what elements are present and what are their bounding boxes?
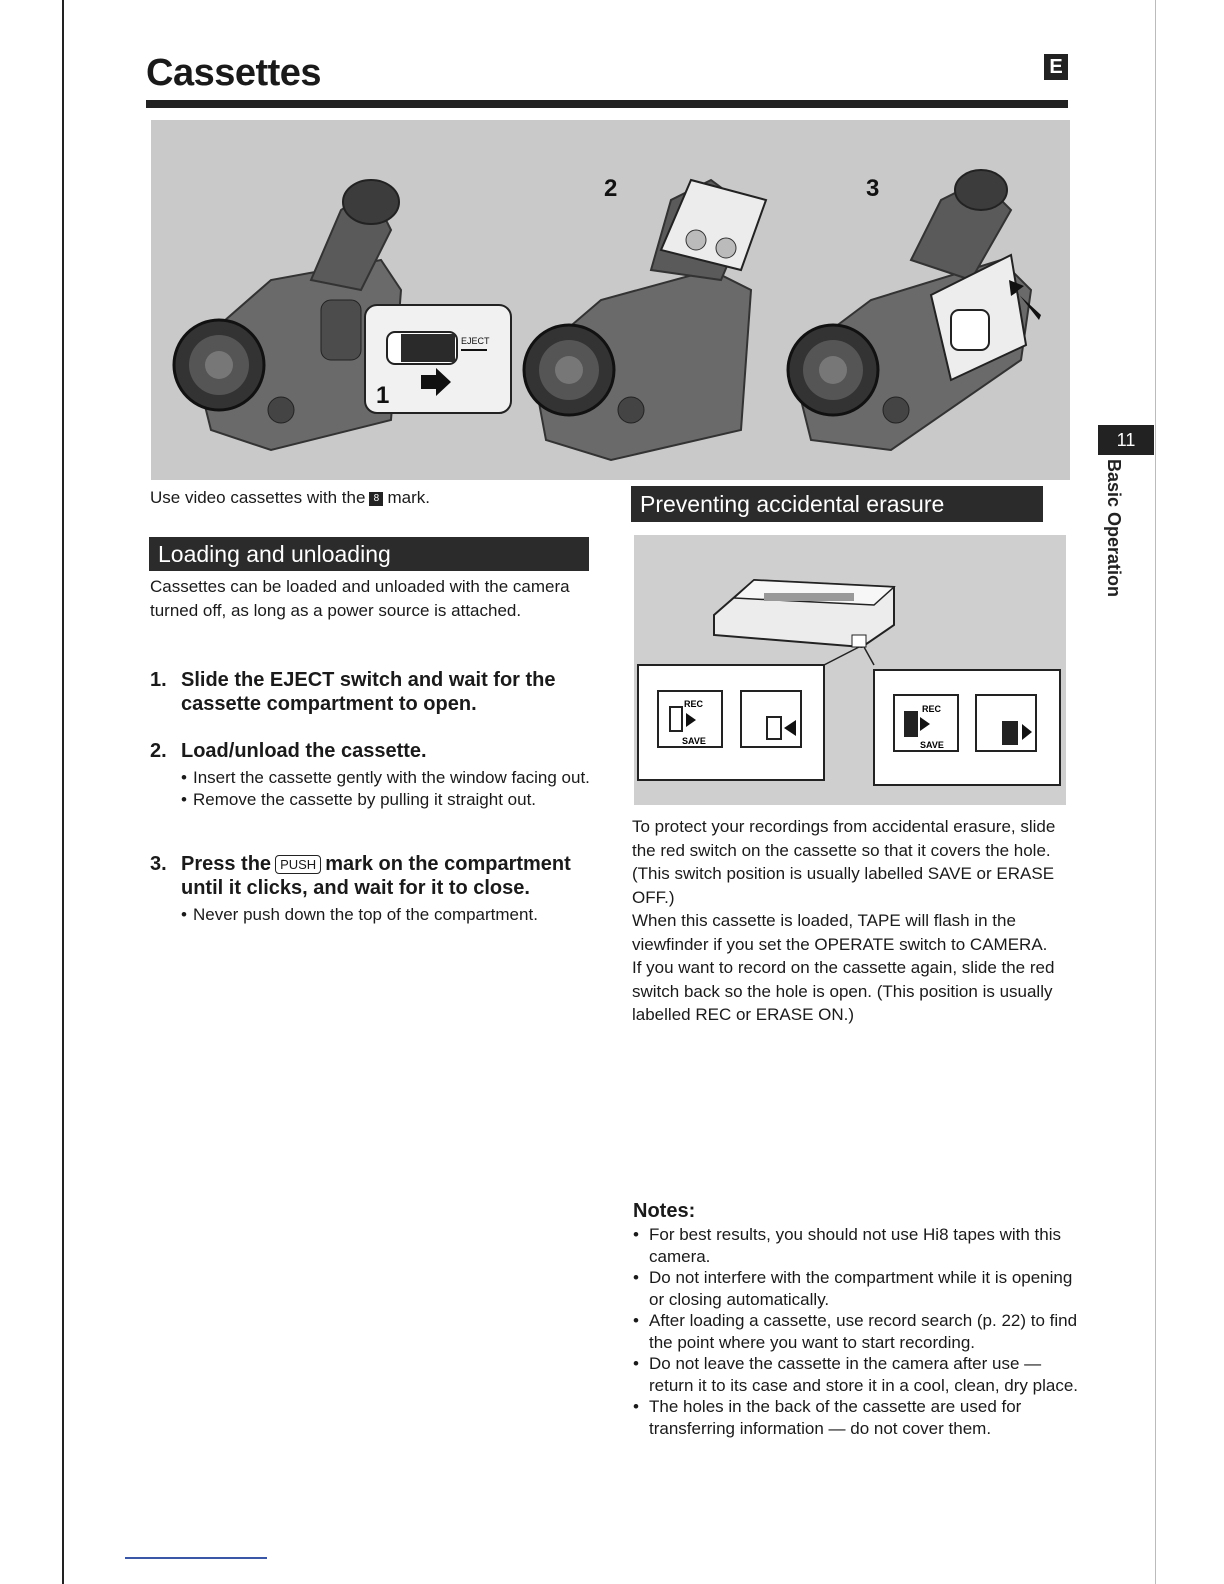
bottom-underline	[125, 1557, 267, 1559]
notes-list	[633, 1224, 1083, 1439]
step-3	[150, 852, 590, 926]
step-2-bullet: • Remove the cassette by pulling it straight out.	[181, 789, 590, 811]
erasure-paragraph: If you want to record on the cassette again, slide the red switch back so the hole is open. (This position is usually labelled REC or ERASE ON.)	[632, 958, 1055, 1024]
loading-intro: Cassettes can be loaded and unloaded with the camera turned off, as long as a power source is attached.	[150, 577, 570, 620]
step-3-number: 3.	[150, 853, 167, 875]
language-badge: E	[1044, 54, 1068, 80]
right-margin-rule	[1155, 0, 1156, 1584]
video-mark-icon: 8	[369, 492, 383, 506]
note-item: • Do not interfere with the compartment while it is opening or closing automatically.	[633, 1267, 1083, 1310]
notes-title: Notes:	[633, 1200, 696, 1222]
page-title: Cassettes	[146, 52, 322, 94]
step-1	[150, 668, 590, 716]
camcorder-illustration	[151, 120, 1070, 480]
push-key: PUSH	[275, 855, 321, 874]
use-line-before: Use video cassettes with the	[150, 488, 366, 507]
note-item: • For best results, you should not use Hi8 tapes with this camera.	[633, 1224, 1083, 1267]
step-2-bullet: • Insert the cassette gently with the window facing out.	[181, 767, 590, 789]
use-line-after: mark.	[387, 488, 430, 507]
camcorder-drawing	[151, 120, 1070, 480]
step-number-1: 1	[376, 382, 390, 409]
note-item: • The holes in the back of the cassette are used for transferring information — do not cover them.	[633, 1396, 1083, 1439]
save-label-right: SAVE	[920, 740, 944, 750]
note-item: • After loading a cassette, use record search (p. 22) to find the point where you want to start recording.	[633, 1310, 1083, 1353]
erasure-paragraph: When this cassette is loaded, TAPE will flash in the viewfinder if you set the OPERATE switch to CAMERA.	[632, 911, 1048, 954]
preventing-section-header: Preventing accidental erasure	[631, 486, 1043, 522]
page-number-tab: 11	[1098, 425, 1154, 455]
step-3-bullet: • Never push down the top of the compartment.	[181, 904, 590, 926]
step-2-text: Load/unload the cassette.	[181, 740, 427, 762]
use-cassettes-line	[150, 488, 430, 508]
erasure-description	[632, 815, 1082, 1027]
save-label-left: SAVE	[682, 736, 706, 746]
eject-label: EJECT	[461, 336, 490, 346]
loading-section-header: Loading and unloading	[149, 537, 589, 571]
cassette-drawing	[634, 535, 1066, 805]
cassette-tab-illustration	[634, 535, 1066, 805]
step-1-number: 1.	[150, 669, 167, 691]
step-3-text-before: Press the	[181, 853, 272, 875]
rec-label-left: REC	[684, 699, 704, 709]
rec-label-right: REC	[922, 704, 942, 714]
note-item: • Do not leave the cassette in the camera after use — return it to its case and store it in a cool, clean, dry place.	[633, 1353, 1083, 1396]
step-1-text: Slide the EJECT switch and wait for the cassette compartment to open.	[181, 669, 556, 715]
step-2-number: 2.	[150, 740, 167, 762]
erasure-paragraph: To protect your recordings from accidental erasure, slide the red switch on the cassette so that it covers the hole. (This switch position is usually labelled SAVE or ERASE OFF.)	[632, 817, 1056, 907]
step-3-text-after: mark on the compartment until it clicks, and wait for it to close.	[181, 853, 571, 899]
section-side-label: Basic Operation	[1104, 459, 1124, 598]
step-number-3: 3	[866, 175, 880, 202]
step-number-2: 2	[604, 175, 618, 202]
left-margin-rule	[62, 0, 64, 1584]
step-2	[150, 739, 590, 811]
title-rule	[146, 100, 1068, 108]
